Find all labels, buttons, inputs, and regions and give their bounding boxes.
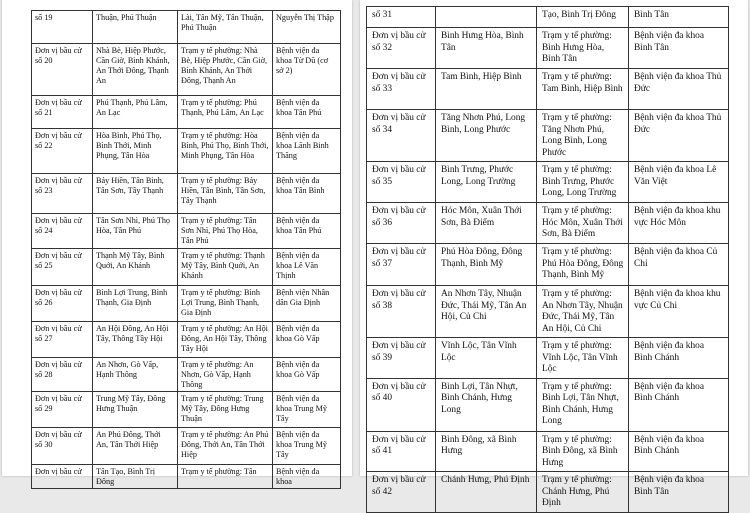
election-unit-row — [32, 174, 341, 214]
cell-areas: Hóc Môn, Xuân Thới Sơn, Bà Điểm — [436, 203, 537, 244]
cell-areas: Bình Lợi Trung, Bình Thạnh, Gia Định — [93, 286, 178, 322]
cell-areas: An Hội Đông, An Hội Tây, Thông Tây Hội — [93, 322, 178, 358]
cell-stations: Tạo, Bình Trị Đông — [537, 7, 629, 28]
cell-hospital: Bệnh viện đa khoa Lê Văn Thịnh — [273, 249, 341, 286]
cell-unit: Đơn vị bầu cử số 34 — [367, 110, 436, 162]
cell-stations: Trạm y tế phường: Tân — [178, 465, 273, 489]
cell-unit: Đơn vị bầu cử số 28 — [32, 358, 93, 392]
cell-hospital: Bệnh viện đa khoa khu vực Hóc Môn — [629, 203, 729, 244]
election-unit-row — [367, 203, 729, 244]
cell-areas: Vĩnh Lộc, Tân Vĩnh Lộc — [436, 338, 537, 379]
cell-areas: Bình Trưng, Phước Long, Long Trường — [436, 162, 537, 203]
election-unit-row — [32, 428, 341, 465]
election-unit-row — [367, 244, 729, 286]
cell-stations: Trạm y tế phường: An Hội Đông, An Hội Tây, Thông Tây Hội — [178, 322, 273, 358]
cell-areas: Bình Lợi, Tân Nhựt, Bình Chánh, Hưng Long — [436, 378, 537, 431]
cell-stations: Trạm y tế phường: An Nhơn, Gò Vấp, Hạnh Thông — [178, 358, 273, 392]
cell-hospital: Bệnh viện đa khoa Bình Chánh — [629, 378, 729, 431]
cell-hospital: Bệnh viện đa khoa Gò Vấp — [273, 322, 341, 358]
election-unit-row — [32, 322, 341, 358]
cell-stations: Trạm y tế phường: Bình Lợi Trung, Bình Thạnh, Gia Định — [178, 286, 273, 322]
cell-stations: Trạm y tế phường: Hòa Bình, Phú Thọ, Bình Thới, Minh Phụng, Tân Hòa — [178, 129, 273, 174]
cell-stations: Trạm y tế phường: Nhà Bè, Hiệp Phước, Cần Giờ, Bình Khánh, An Thới Đông, Thạnh An — [178, 44, 273, 96]
cell-unit: Đơn vị bầu cử số 37 — [367, 244, 436, 286]
cell-hospital: Bệnh viện đa khoa — [273, 465, 341, 489]
cell-unit: Đơn vị bầu cử số 42 — [367, 472, 436, 513]
cell-stations: Trạm y tế phường: Thạnh Mỹ Tây, Bình Quới, An Khánh — [178, 249, 273, 286]
cell-unit: số 31 — [367, 7, 436, 28]
cell-hospital: Bệnh viện đa khoa Từ Dũ (cơ sở 2) — [273, 44, 341, 96]
cell-stations: Trạm y tế phường: Bảy Hiền, Tân Bình, Tân Sơn, Tây Thạnh — [178, 174, 273, 214]
election-unit-row — [32, 465, 341, 489]
election-unit-row — [32, 358, 341, 392]
cell-hospital: Bệnh viện đa khoa Bình Tân — [629, 28, 729, 69]
election-unit-row — [32, 214, 341, 249]
cell-unit: Đơn vị bầu cử số 20 — [32, 44, 93, 96]
cell-stations: Trạm y tế phường: Tân Sơn Nhì, Phú Thọ Hòa, Tân Phú — [178, 214, 273, 249]
cell-hospital: Bình Tân — [629, 7, 729, 28]
cell-unit: Đơn vị bầu cử số 33 — [367, 69, 436, 110]
cell-hospital: Bệnh viện đa khoa Gò Vấp — [273, 358, 341, 392]
cell-hospital: Bệnh viện đa khoa Lê Văn Việt — [629, 162, 729, 203]
cell-stations: Trạm y tế phường: An Nhơn Tây, Nhuận Đức, Thái Mỹ, Tân An Hội, Củ Chi — [537, 286, 629, 338]
election-unit-row — [32, 249, 341, 286]
cell-areas: Tân Tạo, Bình Trị Đông — [93, 465, 178, 489]
cell-areas: Chánh Hưng, Phú Định — [436, 472, 537, 513]
election-unit-row — [367, 472, 729, 513]
cell-unit: Đơn vị bầu cử số 39 — [367, 338, 436, 379]
cell-unit: Đơn vị bầu cử số 27 — [32, 322, 93, 358]
cell-hospital: Bệnh viện đa khoa khu vực Củ Chi — [629, 286, 729, 338]
cell-areas: Bảy Hiền, Tân Bình, Tân Sơn, Tây Thạnh — [93, 174, 178, 214]
election-unit-row — [367, 338, 729, 379]
cell-stations: Trạm y tế phường: Bình Lợi, Tân Nhựt, Bình Chánh, Hưng Long — [537, 378, 629, 431]
cell-stations: Trạm y tế phường: Tăng Nhơn Phú, Long Bình, Long Phước — [537, 110, 629, 162]
cell-areas: Thạnh Mỹ Tây, Bình Quới, An Khánh — [93, 249, 178, 286]
cell-areas: Phú Thạnh, Phú Lâm, An Lạc — [93, 96, 178, 129]
election-unit-row — [32, 96, 341, 129]
cell-hospital: Bệnh viện đa khoa Bình Chánh — [629, 338, 729, 379]
cell-unit: Đơn vị bầu cử số 36 — [367, 203, 436, 244]
cell-hospital: Bệnh viện đa khoa Tân Bình — [273, 174, 341, 214]
cell-unit: Đơn vị bầu cử số 25 — [32, 249, 93, 286]
election-unit-row — [367, 162, 729, 203]
cell-unit: Đơn vị bầu cử số 23 — [32, 174, 93, 214]
cell-areas: An Nhơn Tây, Nhuận Đức, Thái Mỹ, Tân An Hội, Củ Chi — [436, 286, 537, 338]
cell-unit: Đơn vị bầu cử số 38 — [367, 286, 436, 338]
cell-hospital: Bệnh viện đa khoa Củ Chi — [629, 244, 729, 286]
cell-areas: Hòa Bình, Phú Thọ, Bình Thới, Minh Phụng, Tân Hòa — [93, 129, 178, 174]
cell-unit: Đơn vị bầu cử — [32, 465, 93, 489]
election-unit-row — [367, 28, 729, 69]
cell-hospital: Bệnh viện đa khoa Trung Mỹ Tây — [273, 428, 341, 465]
cell-areas: An Phú Đông, Thới An, Tân Thới Hiệp — [93, 428, 178, 465]
document-page-right — [360, 0, 748, 508]
election-unit-row — [367, 286, 729, 338]
election-unit-row — [32, 286, 341, 322]
cell-areas: Tân Sơn Nhì, Phú Thọ Hòa, Tân Phú — [93, 214, 178, 249]
election-unit-row — [367, 69, 729, 110]
cell-areas: Tam Bình, Hiệp Bình — [436, 69, 537, 110]
cell-unit: Đơn vị bầu cử số 22 — [32, 129, 93, 174]
election-unit-row — [32, 392, 341, 428]
cell-stations: Trạm y tế phường: Bình Đông, xã Bình Hưng — [537, 431, 629, 472]
cell-areas: Nhà Bè, Hiệp Phước, Cần Giờ, Bình Khánh, An Thới Đông, Thạnh An — [93, 44, 178, 96]
cell-hospital: Bệnh viện Nhân dân Gia Định — [273, 286, 341, 322]
cell-stations: Trạm y tế phường: An Phú Đông, Thới An, Tân Thới Hiệp — [178, 428, 273, 465]
cell-stations: Lài, Tân Mỹ, Tân Thuận, Phú Thuận — [178, 11, 273, 44]
election-unit-table-right — [366, 6, 729, 513]
cell-stations: Trạm y tế phường: Phú Hòa Đông, Đông Thạnh, Bình Mỹ — [537, 244, 629, 286]
cell-unit: Đơn vị bầu cử số 29 — [32, 392, 93, 428]
cell-unit: Đơn vị bầu cử số 32 — [367, 28, 436, 69]
cell-stations: Trạm y tế phường: Hóc Môn, Xuân Thới Sơn, Bà Điểm — [537, 203, 629, 244]
cell-hospital: Bệnh viện đa khoa Trung Mỹ Tây — [273, 392, 341, 428]
cell-stations: Trạm y tế phường: Vĩnh Lộc, Tân Vĩnh Lộc — [537, 338, 629, 379]
cell-unit: Đơn vị bầu cử số 35 — [367, 162, 436, 203]
election-unit-row — [32, 129, 341, 174]
election-unit-row — [367, 378, 729, 431]
cell-unit: Đơn vị bầu cử số 21 — [32, 96, 93, 129]
cell-unit: Đơn vị bầu cử số 41 — [367, 431, 436, 472]
cell-unit: Đơn vị bầu cử số 24 — [32, 214, 93, 249]
cell-stations: Trạm y tế phường: Phú Thạnh, Phú Lâm, An Lạc — [178, 96, 273, 129]
cell-hospital: Bệnh viện đa khoa Tân Phú — [273, 214, 341, 249]
cell-areas: Thuận, Phú Thuận — [93, 11, 178, 44]
election-unit-row — [367, 431, 729, 472]
election-unit-row — [367, 7, 729, 28]
cell-hospital: Bệnh viện đa khoa Bình Chánh — [629, 431, 729, 472]
cell-stations: Trạm y tế phường: Bình Hưng Hòa, Bình Tân — [537, 28, 629, 69]
cell-areas: Phú Hòa Đông, Đông Thạnh, Bình Mỹ — [436, 244, 537, 286]
cell-unit: Đơn vị bầu cử số 40 — [367, 378, 436, 431]
election-unit-row — [367, 110, 729, 162]
cell-areas: Bình Đông, xã Bình Hưng — [436, 431, 537, 472]
cell-stations: Trạm y tế phường: Bình Trưng, Phước Long, Long Trường — [537, 162, 629, 203]
election-unit-row — [32, 44, 341, 96]
cell-hospital: Bệnh viện đa khoa Tân Phú — [273, 96, 341, 129]
cell-areas — [436, 7, 537, 28]
cell-areas: An Nhơn, Gò Vấp, Hạnh Thông — [93, 358, 178, 392]
document-page-left — [2, 0, 352, 486]
cell-unit: số 19 — [32, 11, 93, 44]
cell-hospital: Nguyễn Thị Thập — [273, 11, 341, 44]
cell-hospital: Bệnh viện đa khoa Thủ Đức — [629, 110, 729, 162]
cell-hospital: Bệnh viện đa khoa Thủ Đức — [629, 69, 729, 110]
cell-hospital: Bệnh viện đa khoa Lãnh Binh Thăng — [273, 129, 341, 174]
cell-hospital: Bệnh viện đa khoa Bình Tân — [629, 472, 729, 513]
election-unit-row — [32, 11, 341, 44]
cell-areas: Tăng Nhơn Phú, Long Bình, Long Phước — [436, 110, 537, 162]
cell-unit: Đơn vị bầu cử số 26 — [32, 286, 93, 322]
cell-stations: Trạm y tế phường: Chánh Hưng, Phú Định — [537, 472, 629, 513]
cell-areas: Trung Mỹ Tây, Đông Hưng Thuận — [93, 392, 178, 428]
election-unit-table-left — [31, 10, 341, 489]
cell-stations: Trạm y tế phường: Trung Mỹ Tây, Đông Hưng Thuận — [178, 392, 273, 428]
cell-stations: Trạm y tế phường: Tam Bình, Hiệp Bình — [537, 69, 629, 110]
cell-areas: Bình Hưng Hòa, Bình Tân — [436, 28, 537, 69]
cell-unit: Đơn vị bầu cử số 30 — [32, 428, 93, 465]
